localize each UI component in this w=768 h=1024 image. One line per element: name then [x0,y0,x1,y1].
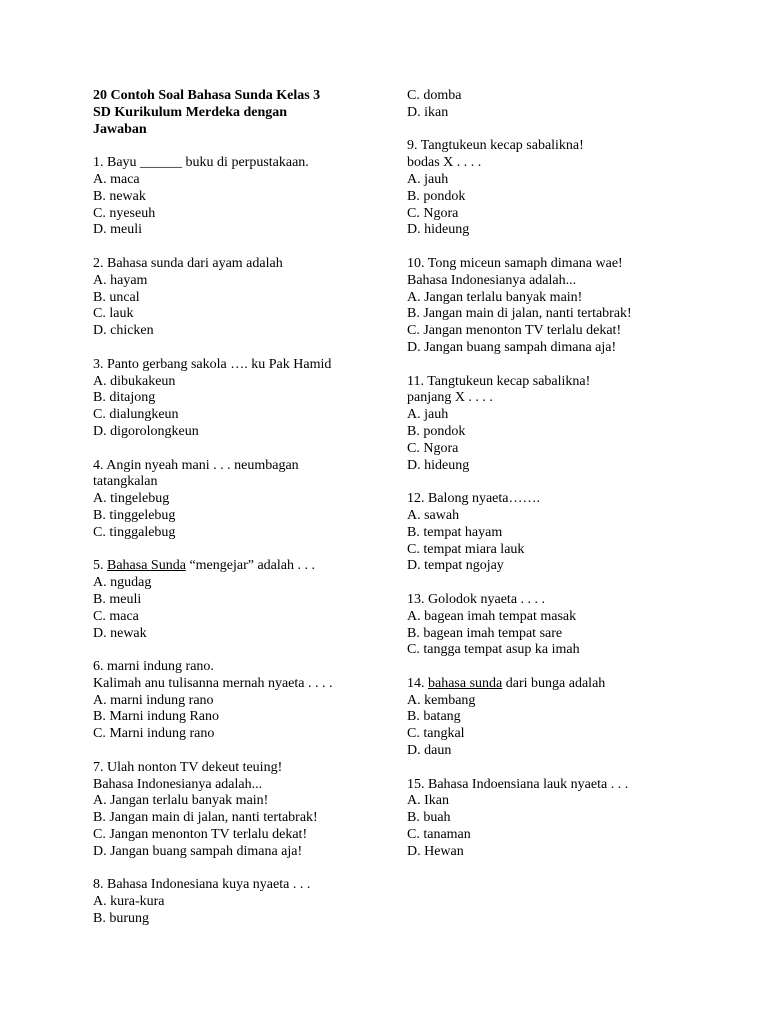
answer-option: A. kembang [407,692,476,708]
answer-option: A. Jangan terlalu banyak main! [407,289,583,305]
answer-option: C. Ngora [407,205,459,221]
answer-option: D. hideung [407,222,470,238]
answer-option: A. jauh [407,171,449,187]
answer-option: A. dibukakeun [93,373,176,389]
answer-option: D. meuli [93,222,142,238]
answer-option: A. sawah [407,507,460,523]
question-block [407,491,677,575]
answer-option: B. ditajong [93,390,156,406]
question-text: Bahasa Indonesianya adalah... [93,776,263,792]
answer-option: D. newak [93,625,147,641]
question-block [93,357,373,441]
answer-option: B. uncal [93,289,140,305]
answer-option: D. tempat ngojay [407,558,504,574]
question-text: bodas X . . . . [407,155,482,171]
answer-option: B. burung [93,911,149,927]
question-block [407,592,677,659]
answer-option: C. nyeseuh [93,205,156,221]
question-block [407,374,677,475]
answer-option: C. tanaman [407,827,471,843]
left-question-list [93,155,373,928]
underlined-term: bahasa sunda [428,675,503,691]
question-text: Bahasa Indonesianya adalah... [407,272,577,288]
answer-option: B. tinggelebug [93,507,176,523]
answer-option: D. chicken [93,323,154,339]
answer-option: B. tempat hayam [407,524,503,540]
question-block [93,558,373,642]
question-text: 11. Tangtukeun kecap sabalikna! [407,373,591,389]
question-text: 3. Panto gerbang sakola …. ku Pak Hamid [93,356,332,372]
answer-option: D. hideung [407,457,470,473]
question-text: 15. Bahasa Indoensiana lauk nyaeta . . . [407,776,629,792]
answer-option: C. dialungkeun [93,407,179,423]
answer-option: C. Ngora [407,440,459,456]
question-block [407,777,677,861]
answer-option: B. Marni indung Rano [93,709,219,725]
answer-option: B. pondok [407,423,466,439]
continued-options [407,88,677,122]
answer-option: D. daun [407,743,452,759]
question-block [407,676,677,760]
answer-option: B. buah [407,810,451,826]
answer-option: B. bagean imah tempat sare [407,625,563,641]
answer-option: B. meuli [93,591,142,607]
answer-option: D. Hewan [407,843,464,859]
question-text: 13. Golodok nyaeta . . . . [407,591,546,607]
question-text: 9. Tangtukeun kecap sabalikna! [407,138,584,154]
answer-option: A. marni indung rano [93,692,214,708]
question-block [407,138,677,239]
answer-option: D. ikan [407,104,449,120]
answer-option: B. batang [407,709,461,725]
question-block [93,155,373,239]
question-block [407,256,677,357]
right-column [407,88,677,877]
question-text: 7. Ulah nonton TV dekeut teuing! [93,759,283,775]
question-text: 8. Bahasa Indonesiana kuya nyaeta . . . [93,877,311,893]
question-text: 6. marni indung rano. [93,659,214,675]
answer-option: D. Jangan buang sampah dimana aja! [407,339,617,355]
answer-option: C. tempat miara lauk [407,541,525,557]
answer-option: B. Jangan main di jalan, nanti tertabrak! [407,306,632,322]
answer-option: C. lauk [93,306,134,322]
answer-option: A. maca [93,171,140,187]
answer-option: A. tingelebug [93,491,170,507]
question-text: 1. Bayu ______ buku di perpustakaan. [93,155,309,171]
question-text: tatangkalan [93,474,158,490]
answer-option: C. maca [93,608,139,624]
answer-option: C. tangga tempat asup ka imah [407,642,580,658]
answer-option: C. Marni indung rano [93,726,215,742]
question-text: 2. Bahasa sunda dari ayam adalah [93,255,283,271]
answer-option: C. tangkal [407,726,465,742]
question-block [93,256,373,340]
question-text: 5. Bahasa Sunda “mengejar” adalah . . . [93,558,315,574]
answer-option: B. Jangan main di jalan, nanti tertabrak! [93,810,318,826]
question-block [93,760,373,861]
answer-option: A. ngudag [93,575,152,591]
right-question-list [407,138,677,860]
answer-option: C. domba [407,88,462,103]
answer-option: A. Ikan [407,793,449,809]
question-text: 4. Angin nyeah mani . . . neumbagan [93,457,299,473]
underlined-term: Bahasa Sunda [107,558,186,574]
answer-option: C. tinggalebug [93,524,176,540]
document-title: 20 Contoh Soal Bahasa Sunda Kelas 3 SD Kurikulum Merdeka dengan Jawaban [93,88,321,137]
question-block [93,458,373,542]
question-text: 14. bahasa sunda dari bunga adalah [407,675,606,691]
question-text: panjang X . . . . [407,390,493,406]
answer-option: C. Jangan menonton TV terlalu dekat! [93,827,308,843]
answer-option: A. jauh [407,407,449,423]
answer-option: A. bagean imah tempat masak [407,608,577,624]
answer-option: A. kura-kura [93,894,165,910]
answer-option: D. Jangan buang sampah dimana aja! [93,843,303,859]
answer-option: C. Jangan menonton TV terlalu dekat! [407,323,622,339]
question-text: 10. Tong miceun samaph dimana wae! [407,255,623,271]
question-block [93,659,373,743]
question-block [93,877,373,927]
question-text: Kalimah anu tulisanna mernah nyaeta . . . . [93,675,333,691]
answer-option: B. pondok [407,188,466,204]
answer-option: B. newak [93,188,146,204]
answer-option: A. Jangan terlalu banyak main! [93,793,269,809]
answer-option: D. digorolongkeun [93,423,199,439]
left-column [93,88,373,945]
question-text: 12. Balong nyaeta……. [407,491,540,507]
answer-option: A. hayam [93,272,148,288]
